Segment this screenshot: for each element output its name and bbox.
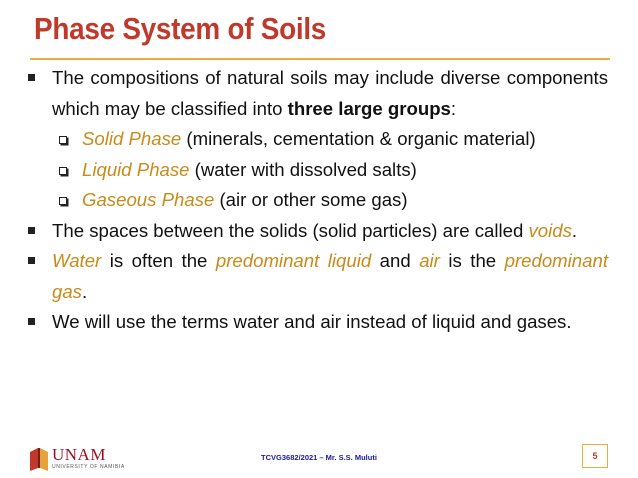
predominant-liquid-term: predominant liquid [215,250,372,271]
slide-content [24,63,608,338]
bullet-punct: . [571,219,578,241]
square-bullet-icon [28,74,35,81]
square-bullet-icon [28,257,35,264]
sub-bullet-liquid [24,155,608,186]
checkbox-bullet-icon [59,197,67,205]
sub-bullet-solid [24,124,608,155]
voids-term: voids [528,219,572,241]
bullet-text: is often the [101,250,216,271]
bullet-text: The compositions of natural soils may include diverse components which may be classified into [52,67,608,119]
phase-name: Solid Phase [82,128,182,149]
title-underline [30,58,610,60]
phase-name: Gaseous Phase [82,189,215,210]
bullet-terms [24,307,608,338]
phase-description: (water with dissolved salts) [189,158,417,180]
checkbox-bullet-icon [59,167,67,175]
slide-title: Phase System of Soils [34,11,327,46]
footer-text: TCVG3682/2021 – Mr. S.S. Muluti [261,453,377,462]
page-number: 5 [582,444,608,468]
phase-name: Liquid Phase [82,158,190,180]
logo-subtitle: UNIVERSITY OF NAMIBIA [52,464,125,470]
square-bullet-icon [28,318,35,325]
air-term: air [419,250,440,271]
bullet-text: is the [439,250,505,271]
checkbox-bullet-icon [59,136,67,144]
bullet-bold-text: three large groups [287,97,451,119]
logo-name: UNAM [52,445,106,464]
bullet-voids [24,216,608,247]
bullet-text: We will use the terms water and air instead of liquid and gases. [52,311,572,332]
bullet-punct: . [81,280,88,302]
water-term: Water [52,250,102,271]
phase-description: (air or other some gas) [214,189,408,210]
bullet-text: and [371,250,420,271]
bullet-compositions [24,63,608,124]
bullet-punct: : [450,97,457,119]
predominant-gas-term: predominant gas [52,250,608,302]
bullet-water-air [24,246,608,307]
sub-bullet-gaseous [24,185,608,216]
phase-description: (minerals, cementation & organic material) [181,128,536,149]
bullet-text: The spaces between the solids (solid particles) are called [52,219,529,241]
square-bullet-icon [28,227,35,234]
